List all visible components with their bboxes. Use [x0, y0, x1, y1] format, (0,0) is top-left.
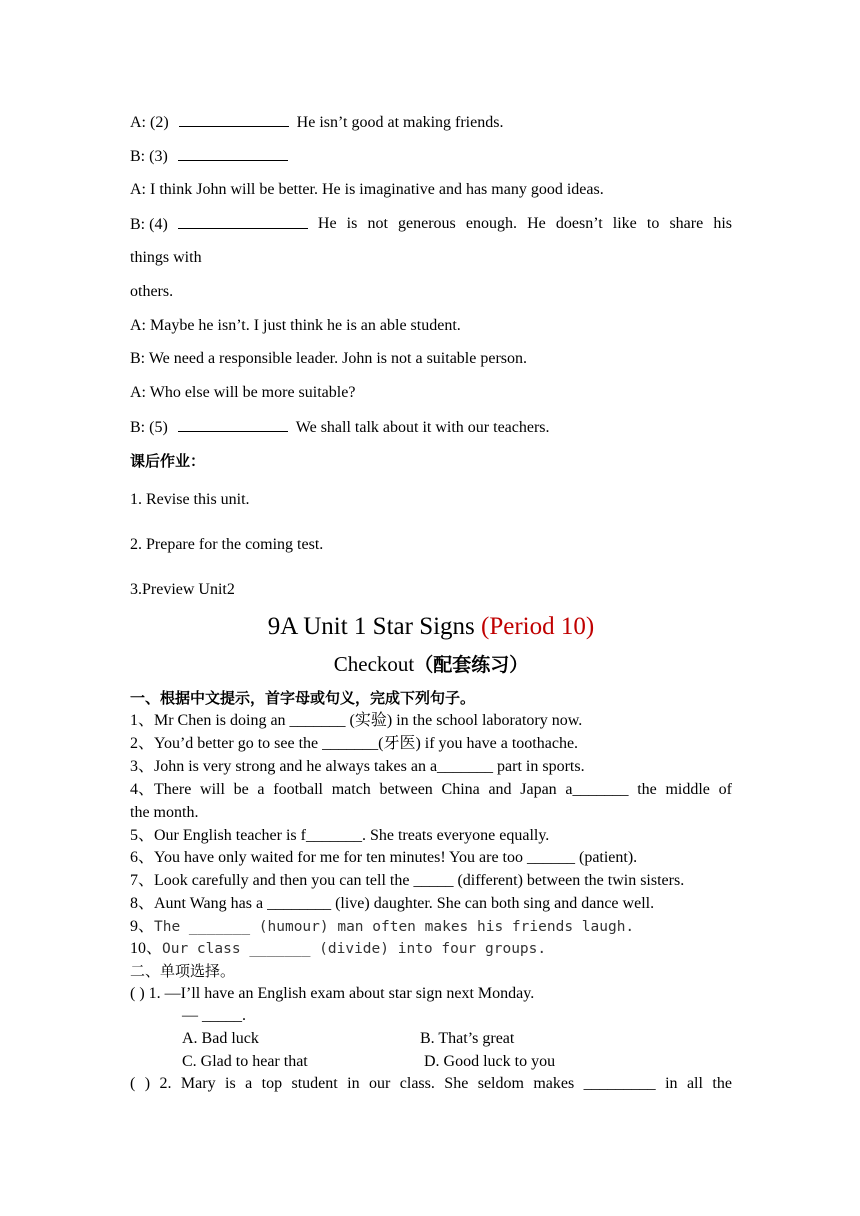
b4-word: generous [398, 215, 456, 232]
dialogue-b5 [130, 417, 550, 438]
b4-word: his [713, 215, 732, 232]
exercise-item: 2、You’d better go to see the _______(牙医) if you have a toothache. [130, 735, 579, 752]
question-2-stem [130, 1074, 732, 1094]
item4-word: between [379, 781, 433, 798]
dialogue-b4-continued-2: others. [130, 283, 174, 300]
q2-word: in [665, 1075, 678, 1092]
item4-word: the [637, 781, 657, 798]
b4-word: He [527, 215, 546, 232]
item4-word: match [331, 781, 371, 798]
item4-word: a_______ [565, 781, 629, 798]
q2-word: seldom [477, 1075, 524, 1092]
dialogue-b4-continued: things with [130, 249, 202, 266]
section1-heading: 一、根据中文提示，首字母或句义，完成下列句子。 [130, 689, 476, 707]
title-period: (Period 10) [481, 613, 595, 640]
b4-word: enough. [465, 215, 517, 232]
exercise-item-4-continued: the month. [130, 804, 199, 821]
page-subtitle [130, 651, 732, 678]
dialogue-b5-text: We shall talk about it with our teachers. [295, 419, 550, 436]
q2-word: student [291, 1075, 338, 1092]
title-main: 9A Unit 1 Star Signs [267, 613, 475, 640]
dialogue-a-think: A: I think John will be better. He is imaginative and has many good ideas. [130, 181, 604, 198]
dialogue-b3-prefix: B: (3) [130, 148, 168, 165]
item4-word: a [257, 781, 265, 798]
q2-word: a [245, 1075, 253, 1092]
exercise-item: 8、Aunt Wang has a ________ (live) daughter. She can both sing and dance well. [130, 895, 655, 912]
option-d: D. Good luck to you [424, 1053, 556, 1070]
q2-word: She [444, 1075, 469, 1092]
item4-word: be [233, 781, 249, 798]
b4-word: like [612, 215, 637, 232]
dialogue-b4-prefix: B: (4) [130, 214, 308, 235]
q2-word: in [347, 1075, 360, 1092]
b4-word: to [646, 215, 660, 232]
homework-heading: 课后作业： [130, 452, 206, 470]
item4-word: and [488, 781, 512, 798]
dialogue-a2-prefix: A: (2) [130, 114, 169, 131]
option-c: C. Glad to hear that [182, 1053, 308, 1070]
item9-number: 9、 [130, 918, 155, 935]
option-a: A. Bad luck [182, 1030, 259, 1047]
q2-word: 2. [159, 1075, 172, 1092]
section2-heading: 二、单项选择。 [130, 962, 236, 980]
q2-word: class. [399, 1075, 435, 1092]
item4-word: China [441, 781, 480, 798]
q2-word: Mary [180, 1075, 216, 1092]
subtitle-en: Checkout [333, 652, 415, 676]
item10-number: 10、 [130, 940, 163, 957]
answer-blank [178, 146, 288, 161]
homework-item: 3.Preview Unit2 [130, 581, 235, 598]
item4-word: middle [665, 781, 710, 798]
answer-blank [179, 112, 289, 127]
question-1-stem: ( ) 1. —I’ll have an English exam about star sign next Monday. [130, 985, 535, 1002]
answer-blank [178, 417, 288, 432]
b4-word: is [346, 215, 358, 232]
dialogue-b4 [130, 214, 732, 235]
question-1-reply: — _____. [182, 1007, 246, 1024]
b4-word: share [669, 215, 704, 232]
item4-word: of [718, 781, 732, 798]
q2-word: ) [144, 1075, 151, 1092]
dialogue-b5-prefix: B: (5) [130, 419, 168, 436]
dialogue-b3 [130, 146, 296, 167]
q2-word: makes [533, 1075, 575, 1092]
q2-word: ( [130, 1075, 136, 1092]
item4-word: will [200, 781, 225, 798]
homework-item: 1. Revise this unit. [130, 491, 250, 508]
option-b: B. That’s great [420, 1030, 515, 1047]
exercise-item-9 [130, 917, 634, 937]
dialogue-a2-text: He isn’t good at making friends. [296, 114, 504, 131]
answer-blank [178, 214, 308, 229]
b4-word: not [367, 215, 388, 232]
exercise-item: 6、You have only waited for me for ten minutes! You are too ______ (patient). [130, 849, 638, 866]
dialogue-a-who: A: Who else will be more suitable? [130, 384, 356, 401]
page-title [130, 612, 732, 642]
item4-word: football [273, 781, 323, 798]
dialogue-b-need: B: We need a responsible leader. John is not a suitable person. [130, 350, 527, 367]
b4-word: He [317, 215, 337, 232]
exercise-item: 3、John is very strong and he always takes an a_______ part in sports. [130, 758, 585, 775]
exercise-item-10 [130, 939, 546, 959]
item9-text: The _______ (humour) man often makes his friends laugh. [154, 919, 635, 935]
exercise-item: 7、Look carefully and then you can tell the _____ (different) between the twin sisters. [130, 872, 685, 889]
q2-word: all [686, 1075, 703, 1092]
exercise-item: 5、Our English teacher is f_______. She treats everyone equally. [130, 827, 550, 844]
exercise-item-4 [130, 780, 732, 800]
q2-word: is [225, 1075, 236, 1092]
exercise-item: 1、Mr Chen is doing an _______ (实验) in the school laboratory now. [130, 712, 583, 729]
q2-word: _________ [583, 1075, 656, 1092]
dialogue-a2 [130, 112, 503, 133]
q2-word: the [712, 1075, 732, 1092]
b4-word: doesn’t [555, 215, 603, 232]
subtitle-cn: （配套练习） [414, 654, 529, 676]
item4-word: 4、There [130, 781, 192, 798]
dialogue-a-maybe: A: Maybe he isn’t. I just think he is an able student. [130, 317, 461, 334]
homework-item: 2. Prepare for the coming test. [130, 536, 324, 553]
q2-word: top [261, 1075, 283, 1092]
q2-word: our [369, 1075, 391, 1092]
item10-text: Our class _______ (divide) into four groups. [162, 941, 547, 957]
item4-word: Japan [520, 781, 557, 798]
